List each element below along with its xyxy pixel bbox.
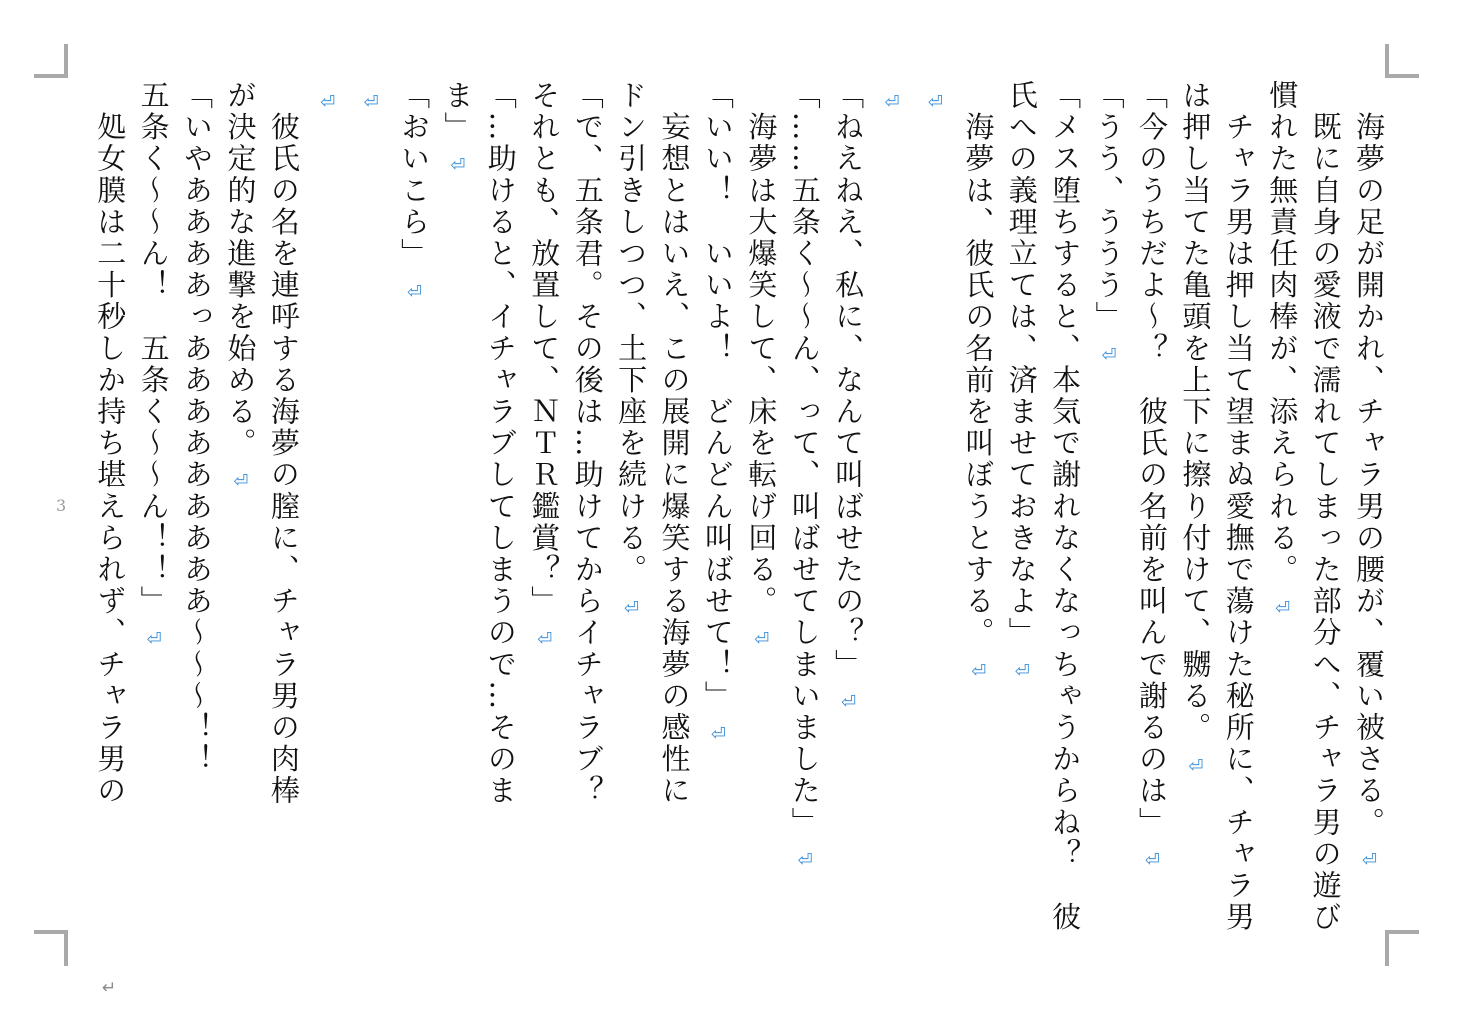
text-line: [218, 80, 261, 940]
paragraph-mark-icon: ⏎: [794, 850, 816, 875]
paragraph-mark-icon: ⏎: [1141, 850, 1163, 875]
corner-mark-top-left: [64, 44, 68, 78]
text-line: [522, 80, 565, 940]
text-line: [869, 80, 912, 940]
text-line: [696, 80, 739, 940]
paragraph-mark-icon: ⏎: [968, 660, 990, 685]
text-line: [565, 80, 608, 940]
text-line-content: 海夢の足が開かれ、チャラ男の腰が、覆い被さる。: [1352, 80, 1386, 839]
text-line-content: 「メス堕ちすると、本気で謝れなくなっちゃうからね？ 彼氏への義理立ては、済ませておきなよ」: [1004, 80, 1083, 934]
text-line-content: ま」: [440, 80, 475, 144]
paragraph-mark-icon: ⏎: [534, 629, 556, 653]
text-line-content: 既に自身の愛液で濡れてしまった部分へ、チャラ男の遊び慣れた無責任肉棒が、添えられる。: [1265, 80, 1343, 934]
paragraph-mark-icon: ⏎: [360, 92, 382, 116]
text-line: [913, 80, 956, 940]
paragraph-mark-icon: ⏎: [707, 724, 729, 748]
paragraph-mark-icon: ⏎: [1272, 597, 1294, 622]
paragraph-mark-icon: ⏎: [317, 92, 339, 116]
text-line-content: 「うう、ううう」: [1091, 80, 1126, 333]
text-line: [609, 80, 652, 940]
text-line: [1173, 80, 1260, 940]
text-line: [999, 80, 1086, 940]
paragraph-mark-icon: ⏎: [881, 92, 903, 116]
corner-mark-top-left: [34, 74, 66, 78]
vertical-text-body[interactable]: [70, 80, 1390, 940]
text-line: [1347, 80, 1390, 940]
paragraph-mark-icon: ⏎: [1011, 660, 1033, 685]
text-line: [305, 80, 348, 940]
corner-mark-bottom-left: [64, 930, 68, 966]
text-line: [782, 80, 825, 940]
text-line-content: 「おいこら」: [397, 80, 432, 270]
text-line: [956, 80, 999, 940]
text-line-content: が決定的な進撃を始める。: [223, 80, 258, 460]
text-line-content: 「ねえねえ、私に、なんて叫ばせたの？」: [831, 80, 866, 681]
text-line: [478, 80, 521, 940]
corner-mark-bottom-right: [1387, 930, 1419, 934]
paragraph-mark-icon: ⏎: [230, 471, 252, 495]
text-line-content: 「いい！ いいよ！ どんどん叫ばせて！」: [700, 80, 735, 712]
paragraph-mark-icon: ⏎: [1098, 344, 1120, 369]
text-line: [175, 80, 218, 940]
text-line: [435, 80, 478, 940]
text-line: [1130, 80, 1173, 940]
paragraph-mark-icon: ⏎: [1359, 850, 1380, 875]
text-line: [88, 80, 131, 940]
corner-mark-bottom-left: [34, 930, 66, 934]
text-line-content: 「……五条く～～ん、って、叫ばせてしまいました」: [787, 80, 822, 839]
text-line-content: 「今のうちだよ～？ 彼氏の名前を叫んで謝るのは」: [1134, 80, 1169, 839]
text-line: [348, 80, 391, 940]
paragraph-mark-icon: ⏎: [404, 281, 426, 306]
text-line-content: 彼氏の名を連呼する海夢の膣に、チャラ男の肉棒: [266, 80, 301, 807]
text-line-content: 「いやああああっあああああああああ～～～！！: [180, 80, 215, 776]
corner-mark-top-right: [1385, 44, 1389, 78]
corner-mark-top-right: [1387, 74, 1419, 78]
paragraph-mark-icon: ⏎: [924, 92, 946, 116]
page-number: 3: [56, 496, 67, 515]
text-line: [826, 80, 869, 940]
text-line-content: それとも、放置して、ＮＴＲ鑑賞？」: [527, 80, 562, 618]
text-line-content: チャラ男は押し当て望まぬ愛撫で蕩けた秘所に、チャラ男は押し当てた亀頭を上下に擦り付けて、嬲る。: [1178, 80, 1256, 934]
text-line-content: 海夢は、彼氏の名前を叫ぼうとする。: [961, 80, 996, 649]
text-line-content: 妄想とはいえ、この展開に爆笑する海夢の感性に: [657, 80, 692, 807]
text-line-content: 「で、五条君。その後は…助けてからイチャラブ？: [570, 80, 605, 807]
paragraph-mark-icon: ⏎: [838, 692, 860, 717]
text-line-content: ドン引きしつつ、土下座を続ける。: [614, 80, 649, 586]
text-line: [131, 80, 174, 940]
text-line-content: 海夢は大爆笑して、床を転げ回る。: [744, 80, 779, 618]
text-line: [652, 80, 695, 940]
text-line-content: 「…助けると、イチャラブしてしまうので…そのま: [483, 80, 518, 807]
text-line: [392, 80, 435, 940]
text-line: [739, 80, 782, 940]
text-line: [261, 80, 304, 940]
paragraph-mark-icon: ⏎: [143, 629, 165, 653]
text-line-content: 五条く～～ん！ 五条く～～ん！！」: [136, 80, 171, 618]
paragraph-mark-icon: ⏎: [621, 597, 643, 622]
text-line-content: 処女膜は二十秒しか持ち堪えられず、チャラ男の: [93, 80, 128, 807]
end-of-document-mark: ↵: [102, 978, 117, 998]
text-line: [1260, 80, 1347, 940]
text-line: [1086, 80, 1129, 940]
paragraph-mark-icon: ⏎: [447, 155, 469, 179]
paragraph-mark-icon: ⏎: [1185, 755, 1207, 780]
paragraph-mark-icon: ⏎: [751, 629, 773, 653]
